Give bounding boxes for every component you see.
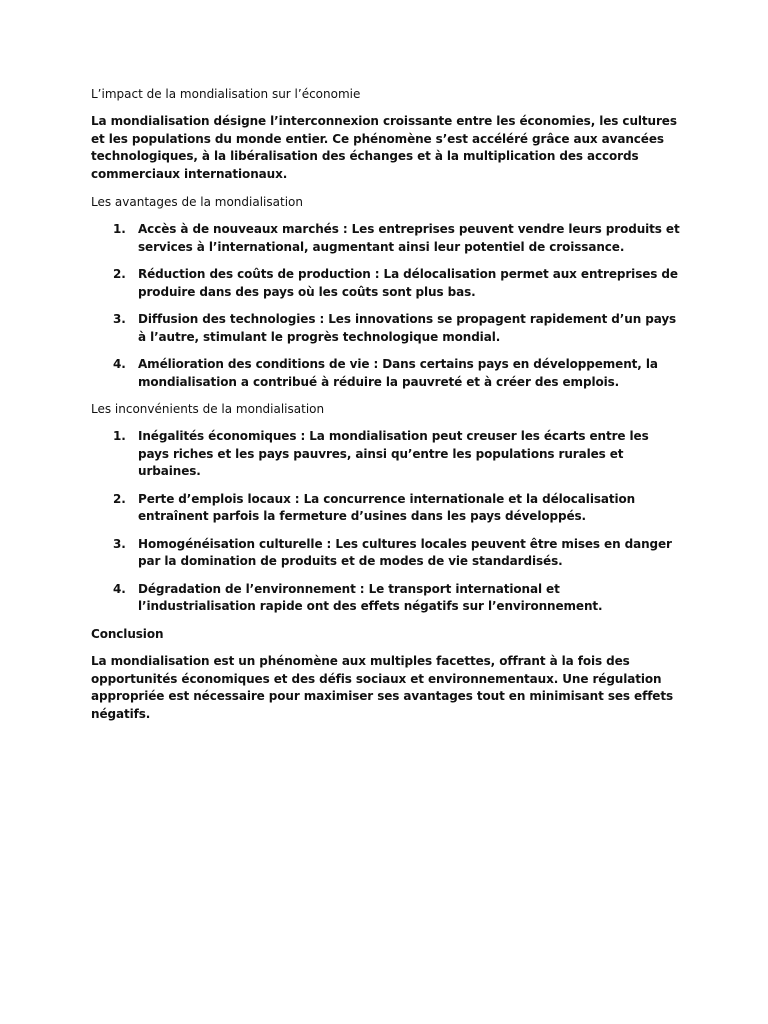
document-title: L’impact de la mondialisation sur l’économie (91, 87, 361, 101)
list-item (91, 356, 681, 391)
list-item-number: 2. (113, 491, 126, 506)
conclusion-heading: Conclusion (91, 626, 164, 641)
list-item-number: 1. (113, 222, 126, 236)
list-item-number: 4. (113, 581, 126, 596)
list-item-text: Réduction des coûts de production : La délocalisation permet aux entreprises de produire dans des pays où les coûts sont plus bas. (138, 267, 678, 299)
list-item-number: 3. (113, 536, 126, 551)
list-item-text: Accès à de nouveaux marchés : Les entreprises peuvent vendre leurs produits et services à l’international, augmentant ainsi leur potentiel de croissance. (138, 222, 680, 254)
disadvantages-heading: Les inconvénients de la mondialisation (91, 402, 325, 416)
list-item (91, 428, 681, 481)
advantages-list (91, 221, 681, 391)
intro-paragraph: La mondialisation désigne l’interconnexion croissante entre les économies, les cultures et les populations du monde entier. Ce phénomène s’est accéléré grâce aux avancées technologiques, à la libéralisation des échanges et à la multiplication des accords commerciaux internationaux. (91, 114, 677, 181)
conclusion-paragraph: La mondialisation est un phénomène aux multiples facettes, offrant à la fois des opportunités économiques et des défis sociaux et environnementaux. Une régulation appropriée est nécessaire pour maximiser ses avantages tout en minimisant ses effets négatifs. (91, 654, 674, 721)
list-item (91, 311, 681, 346)
list-item-number: 4. (113, 357, 126, 371)
list-item-text: Amélioration des conditions de vie : Dans certains pays en développement, la mondialisation a contribué à réduire la pauvreté et à créer des emplois. (138, 357, 658, 389)
disadvantages-list (91, 428, 681, 616)
list-item-text: Inégalités économiques : La mondialisation peut creuser les écarts entre les pays riches et les pays pauvres, ainsi qu’entre les populations rurales et urbaines. (138, 429, 649, 478)
list-item-text: Homogénéisation culturelle : Les cultures locales peuvent être mises en danger par la domination de produits et de modes de vie standardisés. (138, 536, 672, 568)
list-item (91, 536, 681, 571)
list-item (91, 491, 681, 526)
list-item-text: Perte d’emplois locaux : La concurrence internationale et la délocalisation entraînent parfois la fermeture d’usines dans les pays développés. (138, 491, 636, 523)
list-item (91, 221, 681, 256)
list-item-number: 1. (113, 429, 126, 443)
list-item-number: 2. (113, 267, 126, 281)
document-page (91, 86, 681, 723)
list-item (91, 266, 681, 301)
list-item-text: Diffusion des technologies : Les innovations se propagent rapidement d’un pays à l’autre, stimulant le progrès technologique mondial. (138, 312, 677, 344)
list-item (91, 581, 681, 616)
list-item-number: 3. (113, 312, 126, 326)
advantages-heading: Les avantages de la mondialisation (91, 195, 303, 209)
list-item-text: Dégradation de l’environnement : Le transport international et l’industrialisation rapide ont des effets négatifs sur l’environnement. (138, 581, 603, 613)
